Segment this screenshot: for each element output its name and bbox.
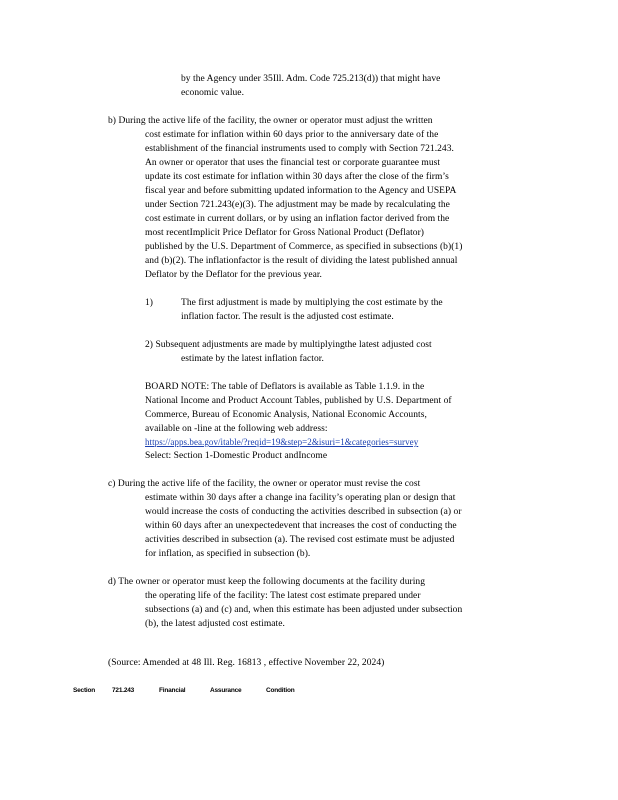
paragraph-c-line: activities described in subsection (a). The revised cost estimate must be adjusted (145, 535, 455, 545)
paragraph-b-line: under Section 721.243(e)(3). The adjustment may be made by recalculating the (145, 200, 450, 210)
paragraph-b-line: Deflator by the Deflator for the previous year. (145, 270, 322, 280)
section-title-word: Financial (159, 687, 186, 694)
paragraph-d-line: (b), the latest adjusted cost estimate. (145, 619, 285, 629)
paragraph-b-line: b) During the active life of the facility, the owner or operator must adjust the written (108, 116, 433, 126)
source-note: (Source: Amended at 48 Ill. Reg. 16813 , effective November 22, 2024) (108, 658, 385, 668)
paragraph-b-line: and (b)(2). The inflationfactor is the result of dividing the latest published annual (145, 256, 458, 266)
paragraph-b-line: establishment of the financial instruments used to comply with Section 721.243. (145, 144, 454, 154)
paragraph-c-line: within 60 days after an unexpectedevent that increases the cost of conducting the (145, 521, 457, 531)
paragraph-c-line: c) During the active life of the facility, the owner or operator must revise the cost (108, 479, 421, 489)
item-1-line: The first adjustment is made by multiplying the cost estimate by the (181, 298, 443, 308)
item-2-line: estimate by the latest inflation factor. (181, 354, 324, 364)
paragraph-d-line: subsections (a) and (c) and, when this estimate has been adjusted under subsection (145, 605, 463, 615)
paragraph-c-line: would increase the costs of conducting the activities described in subsection (a) or (145, 507, 462, 517)
section-title-word: Assurance (210, 687, 242, 694)
paragraph-b-line: cost estimate for inflation within 60 days prior to the anniversary date of the (145, 130, 439, 140)
section-title-word: Condition (266, 687, 295, 694)
paragraph-c-line: estimate within 30 days after a change ina facility’s operating plan or design that (145, 493, 456, 503)
paragraph-b-line: update its cost estimate for inflation within 30 days after the close of the firm’s (145, 172, 449, 182)
item-2-line: 2) Subsequent adjustments are made by multiplyingthe latest adjusted cost (145, 340, 432, 350)
board-note-line: National Income and Product Account Tables, published by U.S. Department of (145, 396, 452, 406)
section-label: Section (73, 687, 96, 694)
text-line: by the Agency under 35Ill. Adm. Code 725.213(d)) that might have (181, 74, 441, 84)
paragraph-b-line: fiscal year and before submitting updated information to the Agency and USEPA (145, 186, 457, 196)
section-number: 721.243 (112, 687, 135, 694)
paragraph-b-line: published by the U.S. Department of Commerce, as specified in subsections (b)(1) (145, 242, 463, 252)
board-note-line: BOARD NOTE: The table of Deflators is available as Table 1.1.9. in the (145, 382, 425, 392)
paragraph-b-line: most recentImplicit Price Deflator for Gross National Product (Deflator) (145, 228, 425, 238)
list-number: 1) (145, 298, 154, 308)
paragraph-b-line: An owner or operator that uses the financial test or corporate guarantee must (145, 158, 441, 168)
paragraph-d-line: the operating life of the facility: The latest cost estimate prepared under (145, 591, 421, 601)
board-note-select: Select: Section 1-Domestic Product andIncome (145, 451, 328, 461)
board-note-line: available on -line at the following web address: (145, 424, 328, 434)
paragraph-c-line: for inflation, as specified in subsection (b). (145, 549, 311, 559)
text-line: economic value. (181, 88, 245, 98)
paragraph-b-line: cost estimate in current dollars, or by using an inflation factor derived from the (145, 214, 450, 224)
item-1-line: inflation factor. The result is the adjusted cost estimate. (181, 312, 394, 322)
paragraph-d-line: d) The owner or operator must keep the following documents at the facility during (108, 577, 426, 587)
board-note-line: Commerce, Bureau of Economic Analysis, National Economic Accounts, (145, 410, 427, 420)
bea-link[interactable]: https://apps.bea.gov/itable/?reqid=19&step=2&isuri=1&categories=survey (145, 437, 419, 447)
